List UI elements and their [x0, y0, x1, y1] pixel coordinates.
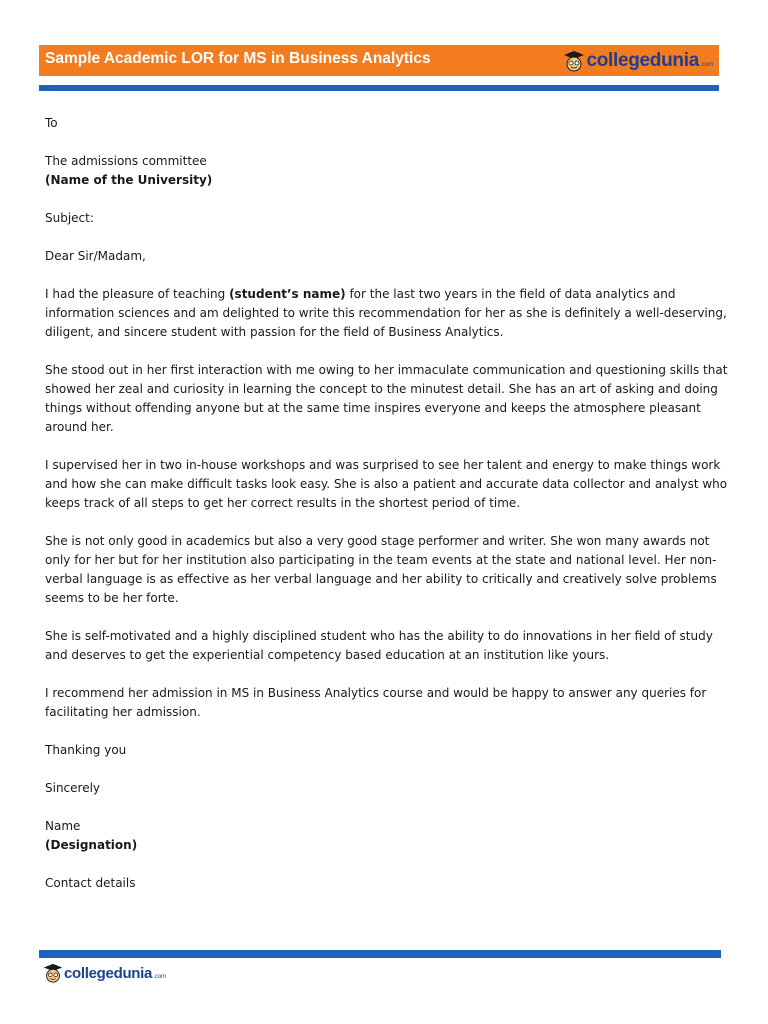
closing-sincerely: Sincerely	[45, 781, 101, 795]
signature-name: Name	[45, 819, 81, 833]
subject-line: Subject:	[45, 211, 94, 225]
recipient-committee: The admissions committee	[45, 154, 207, 168]
logo-wordmark: collegedunia	[586, 49, 699, 71]
header-rule	[39, 85, 719, 91]
recipient-to: To	[45, 116, 58, 130]
paragraph-4: She is not only good in academics but also a very good stage performer and writer. She won many awards not only for her but for her institution also participating in the team events at the state and national level. Her non-verbal language is as effective as her verbal language and her ability to critically and creatively solve problems seems to be her forte.	[45, 534, 717, 605]
paragraph-1-text-a: I had the pleasure of teaching	[45, 287, 230, 301]
signature-block	[45, 817, 729, 855]
paragraph-5: She is self-motivated and a highly disciplined student who has the ability to do innovations in her field of study and deserves to get the experiential competency based education at an institution like yours.	[45, 629, 713, 662]
signature-designation: (Designation)	[45, 838, 138, 852]
paragraph-6: I recommend her admission in MS in Business Analytics course and would be happy to answer any queries for facilitating her admission.	[45, 686, 707, 719]
contact-details: Contact details	[45, 876, 136, 890]
footer-rule	[39, 950, 721, 958]
footer-logo-wordmark: collegedunia	[64, 964, 153, 982]
student-name-placeholder: (student’s name)	[229, 287, 346, 301]
letter-body	[45, 114, 729, 912]
footer-logo-tld: .com	[153, 974, 167, 980]
header-logo	[562, 48, 713, 73]
closing-thanks: Thanking you	[45, 743, 127, 757]
header-bar	[39, 45, 719, 76]
paragraph-1-text-b: for the last two years in the field of data analytics and information sciences and am delighted to write this recommendation for her as she is definitely a well-deserving, diligent, and sincere student with passion for the field of Business Analytics.	[45, 287, 727, 339]
logo-tld: .com	[699, 61, 713, 68]
salutation: Dear Sir/Madam,	[45, 249, 146, 263]
recipient-block	[45, 152, 729, 190]
mascot-icon	[562, 49, 586, 73]
page-title: Sample Academic LOR for MS in Business Analytics	[45, 50, 431, 67]
mascot-icon	[42, 962, 64, 984]
paragraph-1	[45, 285, 729, 342]
paragraph-3: I supervised her in two in-house workshops and was surprised to see her talent and energy to make things work and how she can make difficult tasks look easy. She is also a patient and accurate data collector and analyst who keeps track of all steps to get her correct results in the shortest period of time.	[45, 458, 728, 510]
footer-logo	[42, 960, 166, 986]
paragraph-2: She stood out in her first interaction with me owing to her immaculate communication and questioning skills that showed her zeal and curiosity in learning the concept to the minutest detail. She has an art of asking and doing things without offending anyone but at the same time inspires everyone and keeps the atmosphere pleasant around her.	[45, 363, 728, 434]
recipient-university: (Name of the University)	[45, 173, 213, 187]
